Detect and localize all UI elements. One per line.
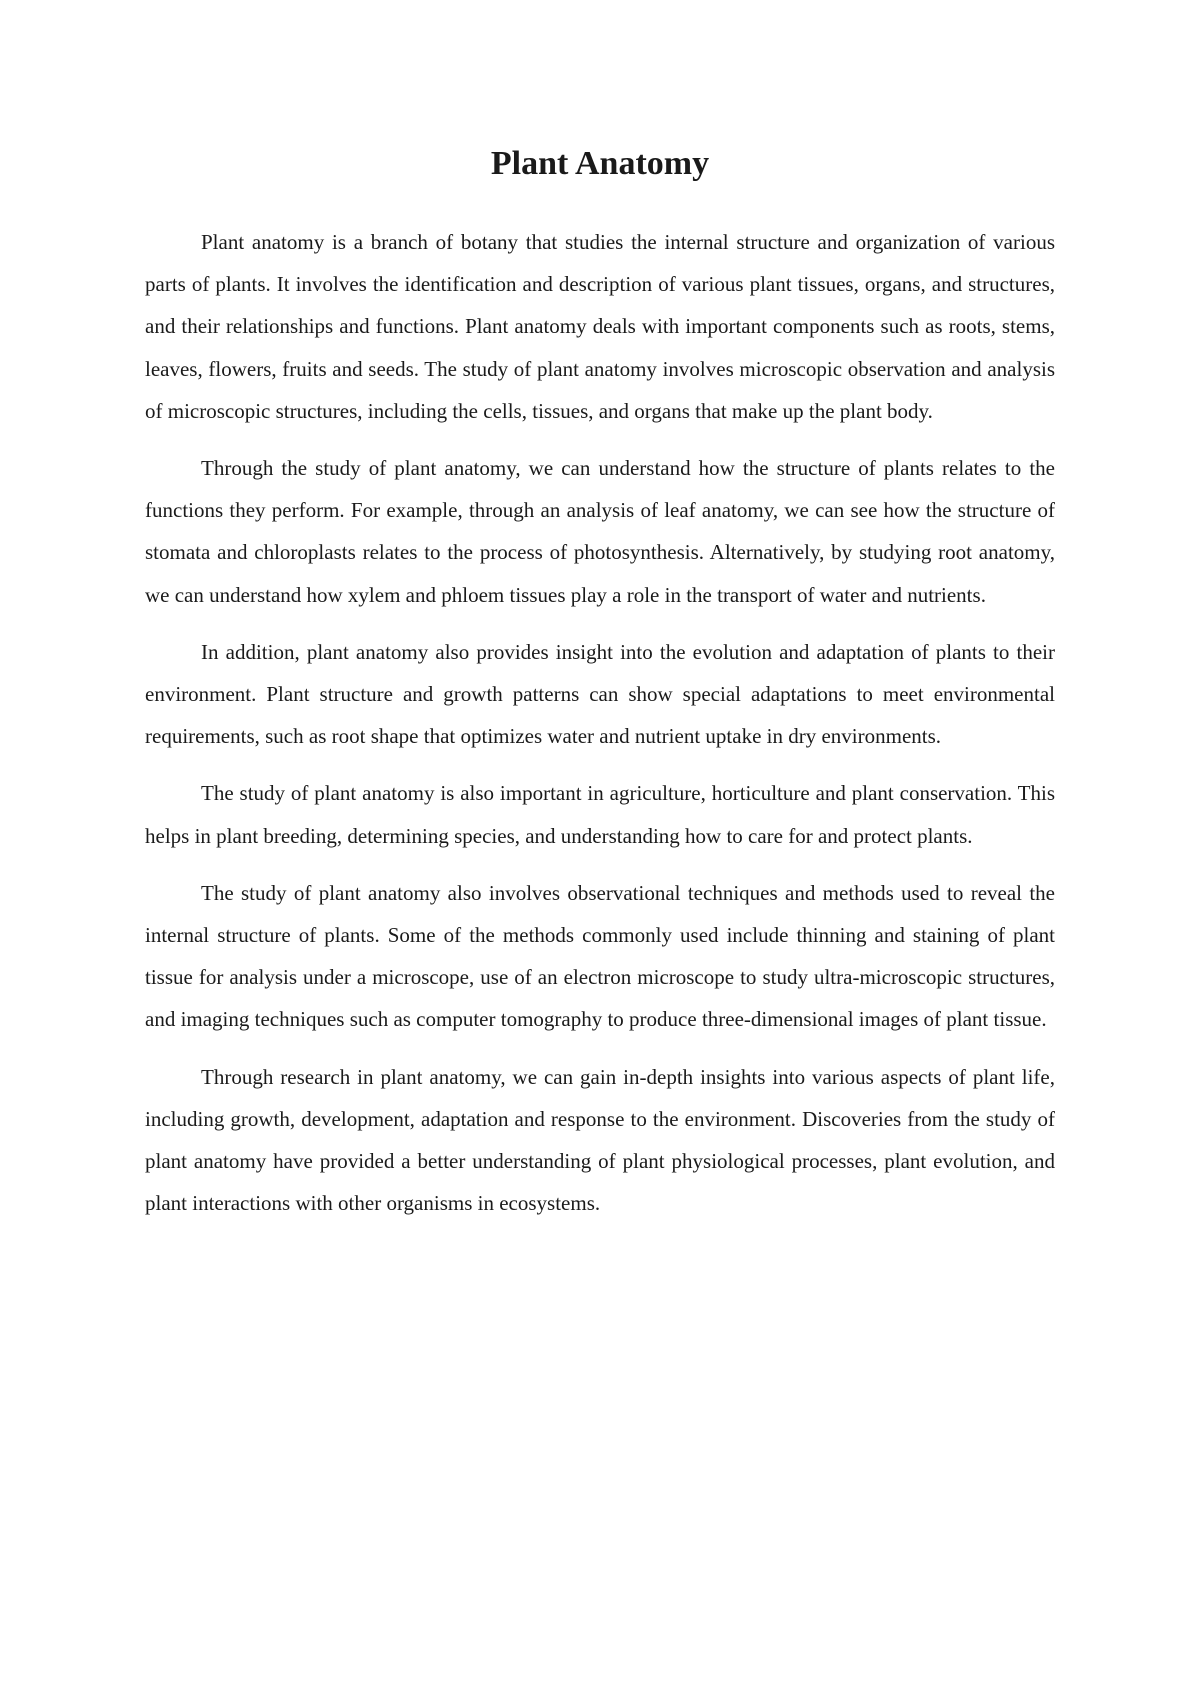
paragraph: Through the study of plant anatomy, we can understand how the structure of plants relates to the functions they perform. For example, through an analysis of leaf anatomy, we can see how the structure of stomata and chloroplasts relates to the process of photosynthesis. Alternatively, by studying root anatomy, we can understand how xylem and phloem tissues play a role in the transport of water and nutrients.	[145, 456, 1055, 607]
paragraph: Plant anatomy is a branch of botany that studies the internal structure and organization of various parts of plants. It involves the identification and description of various plant tissues, organs, and structures, and their relationships and functions. Plant anatomy deals with important components such as roots, stems, leaves, flowers, fruits and seeds. The study of plant anatomy involves microscopic observation and analysis of microscopic structures, including the cells, tissues, and organs that make up the plant body.	[145, 230, 1055, 423]
paragraph: The study of plant anatomy is also important in agriculture, horticulture and plant conservation. This helps in plant breeding, determining species, and understanding how to care for and protect plants.	[145, 781, 1055, 848]
page-title: Plant Anatomy	[490, 145, 710, 182]
paragraph: In addition, plant anatomy also provides insight into the evolution and adaptation of plants to their environment. Plant structure and growth patterns can show special adaptations to meet environmental requirements, such as root shape that optimizes water and nutrient uptake in dry environments.	[145, 639, 1055, 749]
paragraph: Through research in plant anatomy, we can gain in-depth insights into various aspects of plant life, including growth, development, adaptation and response to the environment. Discoveries from the study of plant anatomy have provided a better understanding of plant physiological processes, plant evolution, and plant interactions with other organisms in ecosystems.	[145, 1064, 1055, 1216]
document-body	[145, 221, 1055, 1239]
paragraph: The study of plant anatomy also involves observational techniques and methods used to reveal the internal structure of plants. Some of the methods commonly used include thinning and staining of plant tissue for analysis under a microscope, use of an electron microscope to study ultra-microscopic structures, and imaging techniques such as computer tomography to produce three-dimensional images of plant tissue.	[145, 880, 1055, 1032]
